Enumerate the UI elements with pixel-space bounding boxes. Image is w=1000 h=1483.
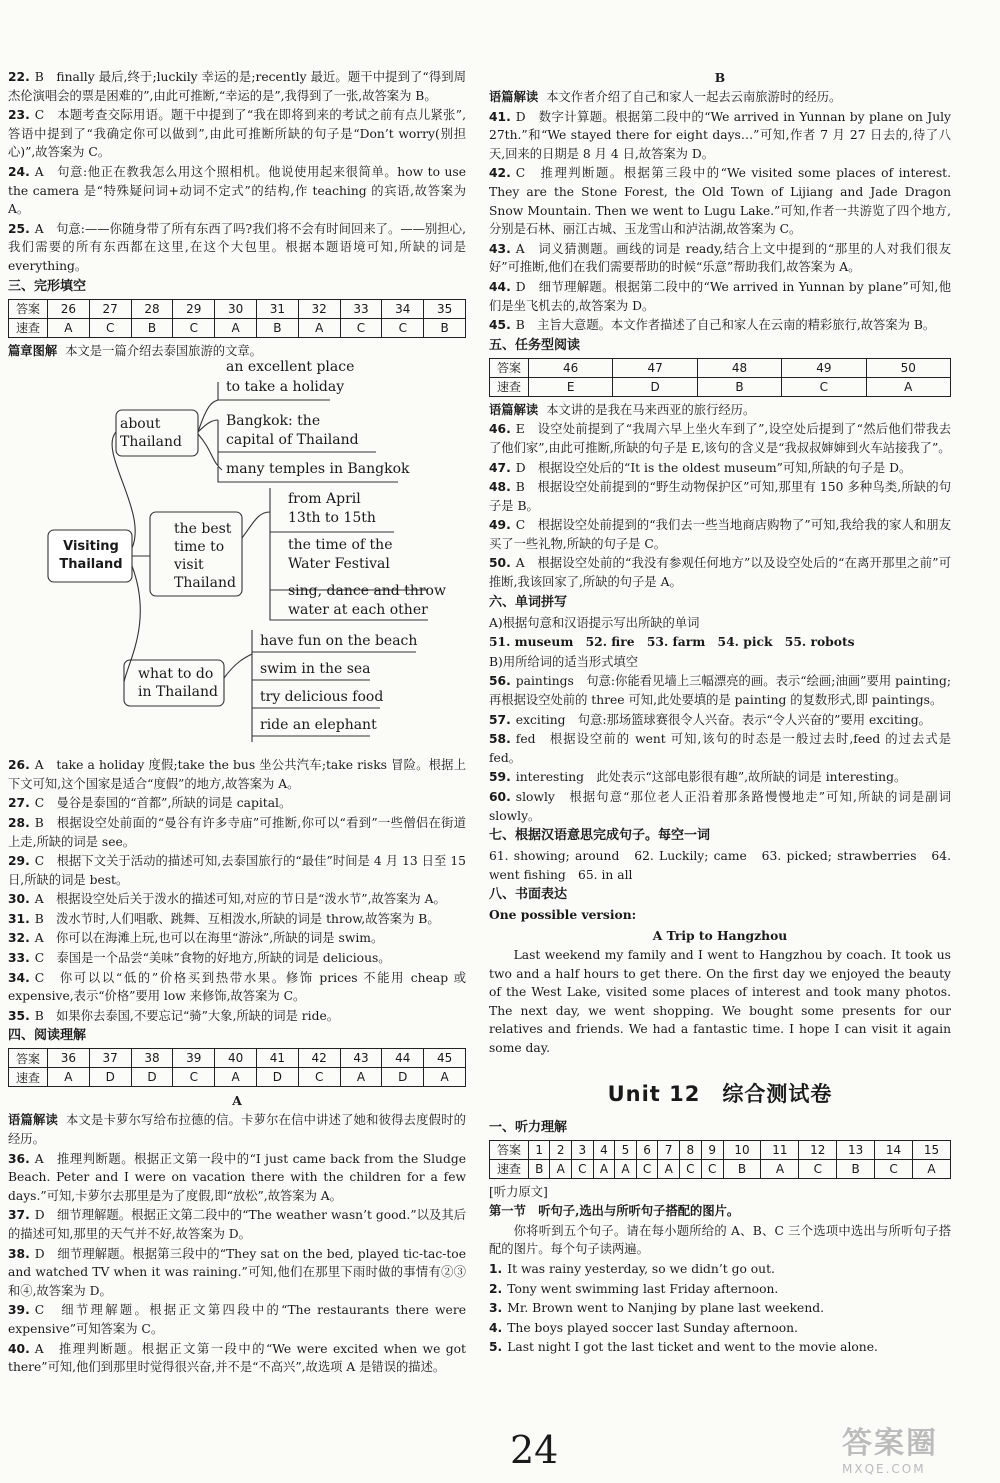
answer-table-cell: A bbox=[215, 1068, 257, 1087]
answer-table-cell: C bbox=[636, 1159, 658, 1178]
item-text: D 细节理解题。根据第二段中的“We arrived in Yunnan by plane”可知,他们是坐飞机去的,故答案为 D。 bbox=[489, 279, 951, 313]
item-number: 25. bbox=[8, 221, 30, 236]
intro-text: 本文作者介绍了自己和家人一起去云南旅游时的经历。 bbox=[546, 90, 842, 104]
item-number: 50. bbox=[489, 556, 511, 571]
answer-table-cell: 42 bbox=[298, 1049, 340, 1068]
answer-item bbox=[8, 949, 466, 968]
answer-item bbox=[489, 788, 951, 825]
item-text: B finally 最后,终于;luckily 幸运的是;recently 最近。题干中提到了“得到周杰伦演唱会的票是困难的”,由此可推断,“幸运的是”,我得到了一张,故答案为 B。 bbox=[8, 70, 466, 103]
answer-table-cell: 35 bbox=[424, 299, 466, 318]
item-number: 42. bbox=[489, 166, 511, 181]
left-column bbox=[8, 68, 466, 1378]
mind-map-leaf: water at each other bbox=[288, 602, 428, 619]
item-text: B 主旨大意题。本文作者描述了自己和家人在云南的精彩旅行,故答案为 B。 bbox=[515, 318, 936, 333]
answer-item bbox=[8, 814, 466, 851]
mind-map-leaf: ride an elephant bbox=[260, 717, 377, 734]
answer-table-cloze bbox=[8, 299, 466, 338]
answer-table-cell: 15 bbox=[912, 1140, 950, 1159]
answer-table-value-row bbox=[9, 1068, 466, 1087]
item-number: 28. bbox=[8, 815, 30, 830]
item-text: C 泰国是一个品尝“美味”食物的好地方,所缺的词是 delicious。 bbox=[34, 951, 391, 966]
answer-table-cell: 40 bbox=[215, 1049, 257, 1068]
section-title-task-reading: 五、任务型阅读 bbox=[489, 337, 581, 353]
item-number: 27. bbox=[8, 796, 30, 811]
answer-item bbox=[489, 240, 951, 277]
listening-script-label: [听力原文] bbox=[489, 1184, 548, 1199]
item-number: 59. bbox=[489, 770, 511, 785]
item-number: 47. bbox=[489, 460, 511, 475]
item-text: D 细节理解题。根据正文第二段中的“The weather wasn’t good.”以及其后的描述可知,那里的天气并不好,故答案为 D。 bbox=[8, 1208, 466, 1241]
mind-map-leaf: have fun on the beach bbox=[260, 633, 418, 650]
listening-sentence bbox=[489, 1319, 951, 1338]
section-title-complete-sentences: 七、根据汉语意思完成句子。每空一词 bbox=[489, 828, 711, 844]
mind-map-leaf: many temples in Bangkok bbox=[226, 461, 410, 478]
answer-table-cell: 5 bbox=[615, 1140, 636, 1159]
item-number: 45. bbox=[489, 318, 511, 333]
answer-table-cell: 8 bbox=[679, 1140, 701, 1159]
answer-table-header-row bbox=[490, 358, 951, 377]
answer-table-cell: 43 bbox=[340, 1049, 382, 1068]
item-text: A take a holiday 度假;take the bus 坐公共汽车;take risks 冒险。根据上下文可知,这个国家是适合“度假”的地方,故答案为 A。 bbox=[8, 758, 466, 791]
answer-table-cell: C bbox=[173, 1068, 215, 1087]
item-text: A 句意:——你随身带了所有东西了吗?我们将不会有时间回来了。——别担心,我们需要的所有东西都在这里,在这个大包里。根据本题语境可知,所缺的词是 everything。 bbox=[8, 221, 466, 273]
spelling-part-a-answers: 51. museum 52. fire 53. farm 54. pick 55. robots bbox=[489, 634, 855, 650]
item-text: A 句意:他正在教我怎么用这个照相机。他说使用起来很简单。how to use the camera 是“特殊疑问词+动词不定式”的结构,作 teaching 的宾语,故答案为 A。 bbox=[8, 164, 466, 217]
item-number: 32. bbox=[8, 931, 30, 946]
answer-table-cell: D bbox=[382, 1068, 424, 1087]
item-number: 23. bbox=[8, 108, 30, 123]
item-number: 1. bbox=[489, 1261, 503, 1276]
answer-table-cell: 30 bbox=[215, 299, 257, 318]
answer-table-cell: C bbox=[875, 1159, 913, 1178]
answer-table-cell: 12 bbox=[799, 1140, 837, 1159]
item-text: Tony went swimming last Friday afternoon. bbox=[507, 1281, 779, 1296]
answer-table-row-label: 速查 bbox=[490, 1159, 529, 1178]
answer-table-cell: A bbox=[215, 318, 257, 337]
answer-item bbox=[8, 1301, 466, 1338]
answer-item bbox=[8, 969, 466, 1006]
item-number: 36. bbox=[8, 1151, 30, 1166]
item-text: C 细节理解题。根据正文第四段中的“The restaurants there were expensive”可知答案为 C。 bbox=[8, 1303, 466, 1336]
answer-table-cell: 1 bbox=[529, 1140, 550, 1159]
answer-table-header-row bbox=[9, 1049, 466, 1068]
essay-body bbox=[489, 946, 951, 1058]
answer-table-cell: 11 bbox=[761, 1140, 799, 1159]
answer-table-row-label: 速查 bbox=[490, 377, 529, 396]
answer-table-cell: A bbox=[48, 1068, 90, 1087]
answer-table-cell: 3 bbox=[571, 1140, 593, 1159]
mind-map-leaf: an excellent place bbox=[226, 359, 355, 376]
answer-table-cell: 45 bbox=[424, 1049, 466, 1068]
item-text: A 根据设空处前的“我没有参观任何地方”以及设空处后的“在离开那里之前”可推断,我该回家了,所缺的句子是 A。 bbox=[489, 556, 951, 590]
answer-item bbox=[489, 730, 951, 767]
essay-paragraph: Last weekend my family and I went to Hangzhou by coach. It took us two and a half hours to get there. On the first day we enjoyed the beauty of the West Lake, visited some places of interest and took many photos. The next day, we went shopping. We bought some presents for our relatives and friends. We had a fantastic time. I hope I can visit it again some day. bbox=[489, 947, 951, 1055]
answer-item bbox=[8, 220, 466, 276]
item-number: 30. bbox=[8, 892, 30, 907]
mind-map-leaf: swim in the sea bbox=[260, 661, 371, 678]
item-text: C 本题考查交际用语。题干中提到了“我在即将到来的考试之前有点儿紧张”,答语中提到了“我确定你可以做到”,由此可推断所缺的句子是“Don’t worry(别担心)”,故答案为 C。 bbox=[8, 108, 466, 160]
complete-sentences-answers: 61. showing; around 62. Luckily; came 63. picked; strawberries 64. went fishing 65. in all bbox=[489, 849, 951, 882]
item-number: 5. bbox=[489, 1340, 503, 1355]
answer-item bbox=[489, 516, 951, 553]
answer-item bbox=[489, 478, 951, 515]
unit-title: Unit 12 综合测试卷 bbox=[607, 1081, 833, 1106]
watermark-logo bbox=[842, 1418, 992, 1476]
answer-table-cell: C bbox=[298, 1068, 340, 1087]
item-text: C 曼谷是泰国的“首都”,所缺的词是 capital。 bbox=[34, 796, 292, 811]
item-number: 58. bbox=[489, 732, 511, 747]
answer-table-cell: A bbox=[340, 1068, 382, 1087]
item-text: B 泼水节时,人们唱歌、跳舞、互相泼水,所缺的词是 throw,故答案为 B。 bbox=[34, 911, 440, 926]
answer-list-41-45 bbox=[489, 108, 951, 335]
item-number: 2. bbox=[489, 1281, 503, 1296]
answer-table-cell: 6 bbox=[636, 1140, 658, 1159]
mind-map-node-what-to-do: what to do in Thailand bbox=[138, 666, 218, 701]
right-column bbox=[489, 68, 951, 1358]
mind-map-leaf: to take a holiday bbox=[226, 379, 345, 396]
section-title-spelling: 六、单词拼写 bbox=[489, 594, 568, 610]
answer-list-26-35 bbox=[8, 756, 466, 1025]
answer-table-cell: C bbox=[89, 318, 131, 337]
answer-table-cell: B bbox=[131, 318, 173, 337]
item-text: The boys played soccer last Sunday afternoon. bbox=[507, 1320, 798, 1335]
answer-item bbox=[8, 1245, 466, 1301]
answer-table-cell: 47 bbox=[613, 358, 697, 377]
intro-text: 本文是卡萝尔写给布拉德的信。卡萝尔在信中讲述了她和彼得去度假时的经历。 bbox=[8, 1113, 466, 1147]
answer-table-cell: 14 bbox=[875, 1140, 913, 1159]
answer-list-36-40 bbox=[8, 1150, 466, 1377]
item-number: 57. bbox=[489, 712, 511, 727]
section-title-listening: 一、听力理解 bbox=[489, 1119, 568, 1135]
answer-table-cell: A bbox=[658, 1159, 679, 1178]
listening-part1-desc: 你将听到五个句子。请在每小题所给的 A、B、C 三个选项中选出与所听句子搭配的图片。每个句子读两遍。 bbox=[489, 1223, 951, 1257]
answer-item bbox=[8, 852, 466, 889]
answer-table-cell: A bbox=[593, 1159, 614, 1178]
answer-item bbox=[8, 929, 466, 948]
answer-table-cell: A bbox=[48, 318, 90, 337]
item-number: 29. bbox=[8, 854, 30, 869]
section-title-reading: 四、阅读理解 bbox=[8, 1028, 87, 1044]
item-text: B 如果你去泰国,不要忘记“骑”大象,所缺的词是 ride。 bbox=[34, 1008, 340, 1023]
answer-table-cell: 37 bbox=[89, 1049, 131, 1068]
answer-item bbox=[8, 1007, 466, 1026]
answer-item bbox=[489, 278, 951, 315]
answer-list-56-60 bbox=[489, 672, 951, 825]
answer-table-cell: B bbox=[424, 318, 466, 337]
intro-text: 本文讲的是我在马来西亚的旅行经历。 bbox=[546, 402, 756, 417]
answer-table-cell: 2 bbox=[550, 1140, 571, 1159]
item-number: 46. bbox=[489, 422, 511, 437]
passage-intro bbox=[8, 1111, 466, 1148]
answer-table-cell: E bbox=[529, 377, 613, 396]
item-text: A 你可以在海滩上玩,也可以在海里“游泳”,所缺的词是 swim。 bbox=[34, 931, 384, 946]
answer-table-cell: 10 bbox=[723, 1140, 761, 1159]
answer-table-cell: C bbox=[679, 1159, 701, 1178]
item-text: C 你可以以“低的”价格买到热带水果。修饰 prices 不能用 cheap 或 expensive,表示“价格”要用 low 来修饰,故答案为 C。 bbox=[8, 970, 466, 1004]
item-number: 4. bbox=[489, 1320, 503, 1335]
answer-table-cell: D bbox=[131, 1068, 173, 1087]
item-text: paintings 句意:你能看见墙上三幅漂亮的画。表示“绘画;油画”要用 painting;再根据设空处前的 three 可知,此处要填的是 painting 的复数形式,即 paintings。 bbox=[489, 674, 951, 708]
item-number: 34. bbox=[8, 970, 30, 985]
answer-item bbox=[489, 711, 951, 730]
passage-intro bbox=[489, 401, 951, 420]
item-number: 56. bbox=[489, 674, 511, 689]
answer-table-cell: A bbox=[866, 377, 950, 396]
answer-table-cell: 46 bbox=[529, 358, 613, 377]
answer-table-cell: 34 bbox=[382, 299, 424, 318]
answer-table-cell: B bbox=[723, 1159, 761, 1178]
listening-sentences bbox=[489, 1260, 951, 1357]
passage-letter: A bbox=[232, 1093, 242, 1109]
item-number: 38. bbox=[8, 1246, 30, 1261]
watermark-line2: MXQE.COM bbox=[842, 1462, 926, 1476]
listening-sentence bbox=[489, 1260, 951, 1279]
mind-map-leaf: sing, dance and throw bbox=[288, 583, 446, 600]
answer-table-header-row bbox=[9, 299, 466, 318]
answer-item bbox=[8, 163, 466, 219]
answer-table-cell: A bbox=[550, 1159, 571, 1178]
answer-item bbox=[8, 1340, 466, 1377]
item-number: 41. bbox=[489, 109, 511, 124]
answer-table-cell: A bbox=[424, 1068, 466, 1087]
listening-sentence bbox=[489, 1280, 951, 1299]
item-text: B 根据设空处前提到的“野生动物保护区”可知,那里有 150 多种鸟类,所缺的句子是 B。 bbox=[489, 480, 951, 513]
answer-table-cell: C bbox=[382, 318, 424, 337]
mind-map bbox=[8, 359, 466, 750]
item-text: E 设空处前提到了“我周六早上坐火车到了”,设空处后提到了“然后他们带我去了他们家”,由此可推断,所缺的句子是 E,该句的含义是“我叔叔婶婶到火车站接我了”。 bbox=[489, 422, 951, 455]
answer-table-cell: 48 bbox=[697, 358, 781, 377]
answer-table-cell: 36 bbox=[48, 1049, 90, 1068]
answer-table-cell: 32 bbox=[298, 299, 340, 318]
item-number: 49. bbox=[489, 518, 511, 533]
answer-item bbox=[8, 756, 466, 793]
answer-item bbox=[8, 68, 466, 105]
answer-table-task-reading bbox=[489, 358, 951, 397]
answer-table-cell: C bbox=[571, 1159, 593, 1178]
answer-item bbox=[8, 910, 466, 929]
spelling-part-a-title: A)根据句意和汉语提示写出所缺的单词 bbox=[489, 615, 700, 630]
intro-label: 语篇解读 bbox=[489, 90, 539, 104]
mind-map-node-about: about Thailand bbox=[120, 416, 182, 451]
item-number: 39. bbox=[8, 1303, 30, 1318]
page-number: 24 bbox=[510, 1428, 559, 1472]
answer-table-cell: A bbox=[761, 1159, 799, 1178]
answer-list-46-50 bbox=[489, 420, 951, 591]
answer-table-cell: 33 bbox=[340, 299, 382, 318]
passage-letter: B bbox=[714, 70, 726, 85]
answer-table-cell: C bbox=[782, 377, 866, 396]
answer-table-value-row bbox=[9, 318, 466, 337]
answer-table-cell: 9 bbox=[701, 1140, 723, 1159]
answer-table-row-label: 答案 bbox=[9, 299, 48, 318]
answer-table-cell: 38 bbox=[131, 1049, 173, 1068]
answer-table-row-label: 速查 bbox=[9, 1068, 48, 1087]
answer-table-cell: A bbox=[912, 1159, 950, 1178]
item-number: 3. bbox=[489, 1301, 503, 1316]
item-number: 40. bbox=[8, 1341, 30, 1356]
answer-table-cell: D bbox=[89, 1068, 131, 1087]
answer-table-cell: 13 bbox=[837, 1140, 875, 1159]
item-number: 35. bbox=[8, 1008, 30, 1023]
answer-item bbox=[489, 108, 951, 164]
answer-item bbox=[489, 554, 951, 591]
answer-table-cell: 41 bbox=[256, 1049, 298, 1068]
section-title-cloze: 三、完形填空 bbox=[8, 278, 87, 294]
watermark-line1: 答案圈 bbox=[842, 1426, 938, 1461]
item-number: 37. bbox=[8, 1208, 30, 1223]
item-text: C 根据设空处前提到的“我们去一些当地商店购物了”可知,我给我的家人和朋友买了一些礼物,所缺的句子是 C。 bbox=[489, 518, 951, 551]
item-number: 48. bbox=[489, 480, 511, 495]
item-text: interesting 此处表示“这部电影很有趣”,故所缺的词是 interesting。 bbox=[515, 770, 907, 785]
answer-table-cell: B bbox=[837, 1159, 875, 1178]
listening-sentence bbox=[489, 1338, 951, 1357]
answer-table-cell: D bbox=[613, 377, 697, 396]
answer-table-reading bbox=[8, 1048, 466, 1087]
item-number: 43. bbox=[489, 241, 511, 256]
answer-item bbox=[8, 794, 466, 813]
mind-map-leaf: 13th to 15th bbox=[288, 510, 376, 527]
passage-intro bbox=[489, 88, 951, 107]
answer-item bbox=[489, 420, 951, 457]
answer-table-cell: B bbox=[529, 1159, 550, 1178]
answer-table-cell: C bbox=[701, 1159, 723, 1178]
answer-item bbox=[489, 316, 951, 335]
item-text: A 根据设空处后关于泼水的描述可知,对应的节日是“泼水节”,故答案为 A。 bbox=[34, 892, 446, 907]
item-text: A 推理判断题。根据正文第一段中的“We were excited when we got there”可知,他们到那里时觉得很兴奋,并不是“不高兴”,故选项 A 是错误的描述。 bbox=[8, 1341, 466, 1375]
item-text: It was rainy yesterday, so we didn’t go out. bbox=[507, 1261, 775, 1276]
item-number: 31. bbox=[8, 911, 30, 926]
answer-item bbox=[489, 768, 951, 787]
item-number: 60. bbox=[489, 790, 511, 804]
mind-map-leaf: the time of the bbox=[288, 537, 393, 554]
answer-item bbox=[489, 164, 951, 238]
item-text: D 数字计算题。根据第二段中的“We arrived in Yunnan by plane on July 27th.”和“We stayed there for eight days…”可知,作者 7 月 27 日去的,待了八天,回来的日期是 8 月 4 日,故答案为 D。 bbox=[489, 109, 951, 161]
answer-table-cell: A bbox=[298, 318, 340, 337]
mind-map-leaf: Bangkok: the bbox=[226, 413, 321, 430]
answer-table-row-label: 答案 bbox=[9, 1049, 48, 1068]
answer-table-row-label: 速查 bbox=[9, 318, 48, 337]
answer-table-cell: 44 bbox=[382, 1049, 424, 1068]
item-number: 22. bbox=[8, 70, 30, 84]
answer-table-cell: 29 bbox=[173, 299, 215, 318]
answer-item bbox=[489, 459, 951, 478]
section-title-writing: 八、书面表达 bbox=[489, 887, 568, 903]
listening-sentence bbox=[489, 1299, 951, 1318]
answer-item bbox=[8, 106, 466, 162]
answer-table-cell: 27 bbox=[89, 299, 131, 318]
essay-title: A Trip to Hangzhou bbox=[652, 927, 788, 943]
answer-table-value-row bbox=[490, 377, 951, 396]
item-text: exciting 句意:那场篮球赛很令人兴奋。表示“令人兴奋的”要用 exciting。 bbox=[515, 712, 931, 727]
item-text: Mr. Brown went to Nanjing by plane last weekend. bbox=[507, 1301, 825, 1316]
answer-table-header-row bbox=[490, 1140, 951, 1159]
item-text: B 根据设空处前面的“曼谷有许多寺庙”可推断,你可以“看到”一些僧侣在街道上走,所缺的词是 see。 bbox=[8, 815, 466, 849]
answer-table-value-row bbox=[490, 1159, 951, 1178]
answer-table-cell: 26 bbox=[48, 299, 90, 318]
intro-label: 语篇解读 bbox=[489, 402, 539, 417]
spelling-part-b-title: B)用所给词的适当形式填空 bbox=[489, 654, 639, 669]
answer-item bbox=[8, 1206, 466, 1243]
answer-table-cell: 7 bbox=[658, 1140, 679, 1159]
item-number: 26. bbox=[8, 758, 30, 773]
answer-item bbox=[489, 672, 951, 709]
item-number: 24. bbox=[8, 164, 30, 179]
writing-version-label: One possible version: bbox=[489, 907, 637, 923]
answer-item bbox=[8, 890, 466, 909]
answer-table-cell: 31 bbox=[256, 299, 298, 318]
answer-table-cell: C bbox=[173, 318, 215, 337]
answer-table-row-label: 答案 bbox=[490, 358, 529, 377]
answer-list-22-25 bbox=[8, 68, 466, 276]
mind-map-leaf: capital of Thailand bbox=[226, 432, 359, 449]
item-text: D 细节理解题。根据第三段中的“They sat on the bed, played tic-tac-toe and watched TV when it was raining.”可知,他们在那里下雨时做的事情有②③和④,故答案为 D。 bbox=[8, 1246, 466, 1298]
intro-label: 篇章图解 bbox=[8, 343, 58, 358]
item-text: Last night I got the last ticket and went to the movie alone. bbox=[507, 1340, 878, 1355]
item-text: C 根据下文关于活动的描述可知,去泰国旅行的“最佳”时间是 4 月 13 日至 15 日,所缺的词是 best。 bbox=[8, 854, 466, 887]
item-text: fed 根据设空前的 went 可知,该句的时态是一般过去时,feed 的过去式是 fed。 bbox=[489, 732, 951, 765]
intro-label: 语篇解读 bbox=[8, 1113, 59, 1128]
answer-table-cell: B bbox=[256, 318, 298, 337]
answer-item bbox=[8, 1150, 466, 1206]
answer-table-cell: 28 bbox=[131, 299, 173, 318]
item-text: A 词义猜测题。画线的词是 ready,结合上文中提到的“那里的人对我们很友好”可推断,他们在我们需要帮助的时候“乐意”帮助我们,故答案为 A。 bbox=[489, 241, 951, 275]
answer-table-cell: A bbox=[615, 1159, 636, 1178]
item-text: C 推理判断题。根据第三段中的“We visited some places of interest. They are the Stone Forest, the Old Town of Lijiang and Jade Dragon Snow Mountain. Then we went to Lugu Lake.”可知,作者一共游览了四个地方,分别是石林、丽江古城、玉龙雪山和泸沽湖,故答案为 C。 bbox=[489, 166, 951, 237]
mind-map-leaf: Water Festival bbox=[288, 556, 390, 573]
listening-part1-title: 第一节 听句子,选出与所听句子搭配的图片。 bbox=[489, 1203, 740, 1219]
item-number: 44. bbox=[489, 279, 511, 294]
answer-table-listening bbox=[489, 1140, 951, 1179]
answer-table-row-label: 答案 bbox=[490, 1140, 529, 1159]
answer-table-cell: 50 bbox=[866, 358, 950, 377]
item-text: D 根据设空处后的“It is the oldest museum”可知,所缺的句子是 D。 bbox=[515, 460, 912, 475]
answer-table-cell: B bbox=[697, 377, 781, 396]
mind-map-leaf: from April bbox=[288, 491, 361, 508]
mind-map-leaf: try delicious food bbox=[260, 689, 384, 706]
answer-table-cell: C bbox=[340, 318, 382, 337]
item-text: slowly 根据句意“那位老人正沿着那条路慢慢地走”可知,所缺的词是副词 slowly。 bbox=[489, 790, 951, 823]
answer-table-cell: 49 bbox=[782, 358, 866, 377]
intro-text: 本文是一篇介绍去泰国旅游的文章。 bbox=[65, 343, 262, 358]
mind-map-node-best-time: the best time to visit Thailand bbox=[174, 521, 236, 592]
item-text: A 推理判断题。根据正文第一段中的“I just came back from the Sludge Beach. Peter and I were on vacation there with the children for a few days.”可知,卡萝尔去那里是为了度假,即“放松”,故答案为 A。 bbox=[8, 1151, 466, 1203]
answer-table-cell: 4 bbox=[593, 1140, 614, 1159]
answer-table-cell: C bbox=[799, 1159, 837, 1178]
item-number: 33. bbox=[8, 951, 30, 966]
mind-map-center: Visiting Thailand bbox=[59, 539, 123, 573]
answer-table-cell: D bbox=[256, 1068, 298, 1087]
answer-table-cell: 39 bbox=[173, 1049, 215, 1068]
